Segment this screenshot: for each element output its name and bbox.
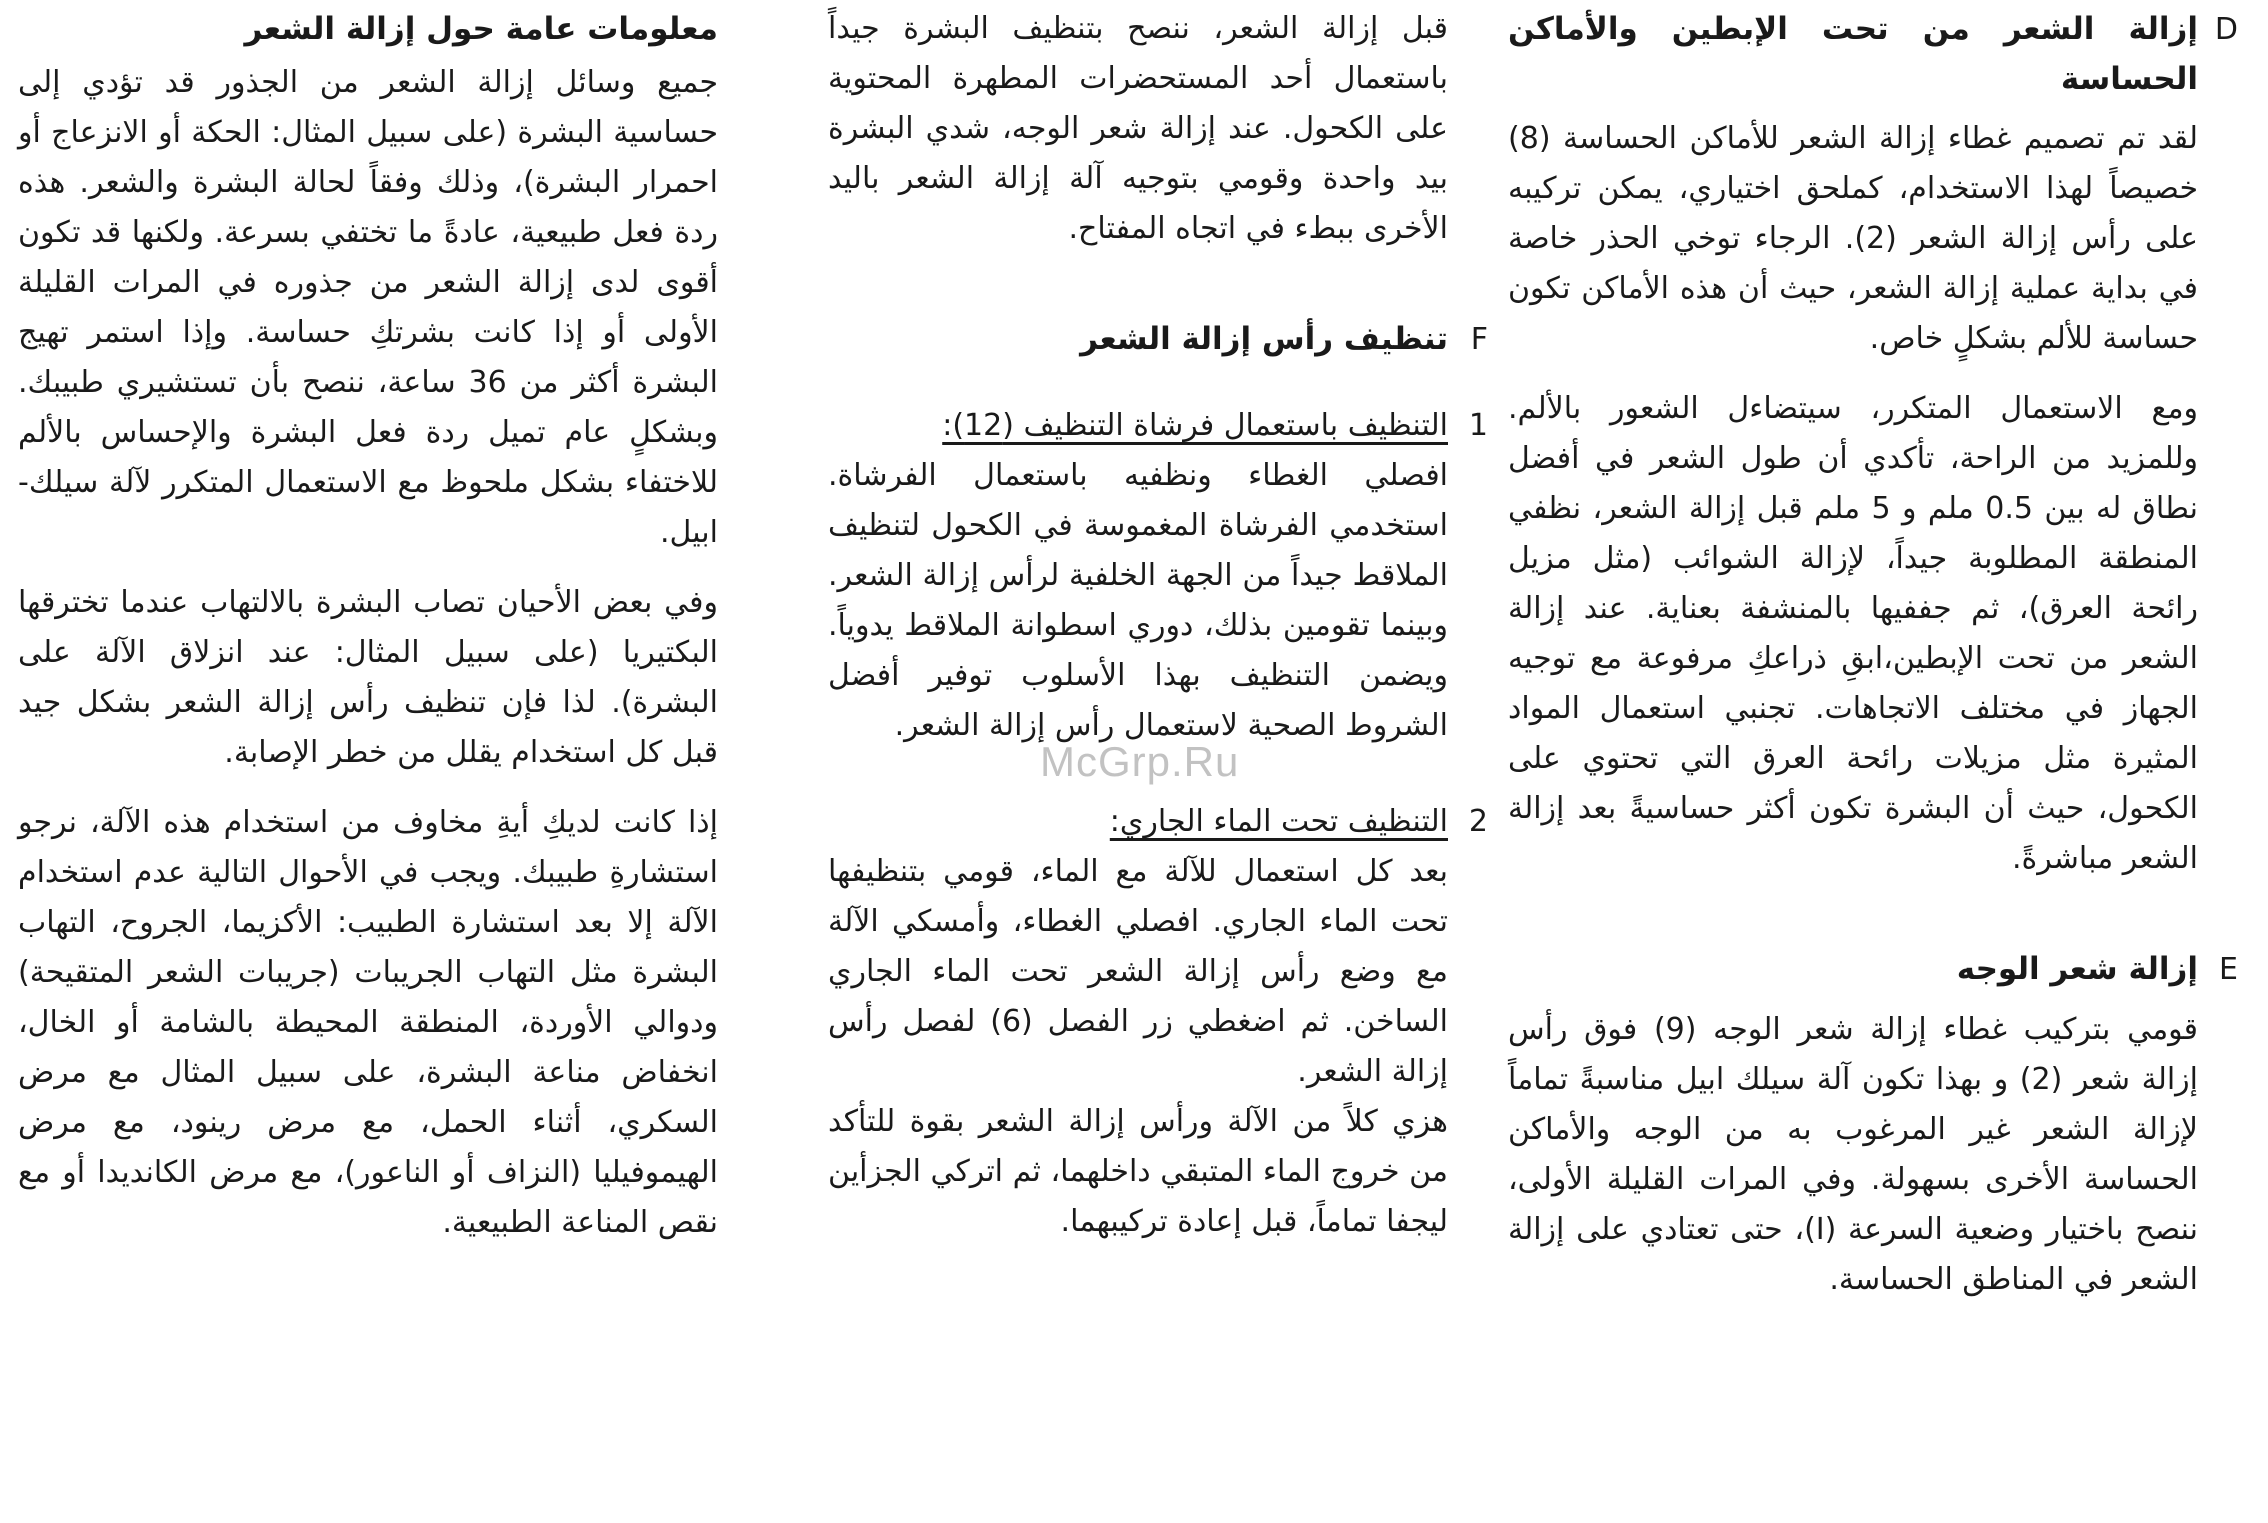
cleaning-step-2-number: 2 (1468, 804, 1488, 839)
general-info-paragraph-1: جميع وسائل إزالة الشعر من الجذور قد تؤدي إلى حساسية البشرة (على سبيل المثال: الحكة أو الانزعاج أو احمرار البشرة)، وذلك وفقاً لحالة البشرة والشعر. هذه ردة فعل طبيعية، عادةً ما تختفي بسرعة. ولكنها قد تكون أقوى لدى إزالة الشعر من جذوره في المرات القليلة الأولى أو إذا كانت بشرتكِ حساسة. وإذا استمر تهيج البشرة أكثر من 36 ساعة، ننصح بأن تستشيري طبيبك. وبشكلٍ عام تميل ردة فعل البشرة والإحساس بالألم للاختفاء بشكل ملحوظ مع الاستعمال المتكرر لآلة سيلك-ابيل. (18, 65, 718, 550)
cleaning-step-1-title: التنظيف باستعمال فرشاة التنظيف (12): (942, 408, 1448, 443)
general-info-paragraph-2: وفي بعض الأحيان تصاب البشرة بالالتهاب عندما تخترقها البكتيريا (على سبيل المثال: عند انزلاق الآلة على البشرة). لذا فإن تنظيف رأس إزالة الشعر بشكل جيد قبل كل استخدام يقلل من خطر الإصابة. (18, 585, 718, 770)
column-middle (828, 4, 1488, 1267)
section-e-marker: E (2219, 952, 2238, 987)
section-d-paragraph-1: لقد تم تصميم غطاء إزالة الشعر للأماكن الحساسة (8) خصيصاً لهذا الاستخدام، كملحق اختياري، يمكن تركيبه على رأس إزالة الشعر (2). الرجاء توخي الحذر خاصة في بداية عملية إزالة الشعر، حيث أن هذه الأماكن تكون حساسة للألم بشكلٍ خاص. (1508, 121, 2199, 356)
cleaning-step-2-title: التنظيف تحت الماء الجاري: (1109, 804, 1448, 839)
column-right (1508, 4, 2238, 1325)
cleaning-step-2 (828, 797, 1488, 847)
section-e-heading (1508, 944, 2238, 995)
section-e-paragraph-2: قبل إزالة الشعر، ننصح بتنظيف البشرة جيداً باستعمال أحد المستحضرات المطهرة المحتوية على الكحول. عند إزالة شعر الوجه، شدي البشرة بيد واحدة وقومي بتوجيه آلة إزالة الشعر باليد الأخرى ببطء في اتجاه المفتاح. (828, 11, 1448, 246)
watermark: McGrp.Ru (1040, 738, 1240, 785)
cleaning-step-2-text-2: هزي كلاً من الآلة ورأس إزالة الشعر بقوة للتأكد من خروج الماء المتبقي داخلهما، ثم اتركي الجزأين ليجفا تماماً، قبل إعادة تركيبهما. (828, 1104, 1448, 1239)
section-f-marker: F (1470, 322, 1488, 357)
cleaning-step-1 (828, 401, 1488, 451)
section-d-paragraph-2: ومع الاستعمال المتكرر، سيتضاءل الشعور بالألم. وللمزيد من الراحة، تأكدي أن طول الشعر في أفضل نطاق له بين 0.5 ملم و 5 ملم قبل إزالة الشعر، نظفي المنطقة المطلوبة جيداً، لإزالة الشوائب (مثل مزيل رائحة العرق)، ثم جففيها بالمنشفة بعناية. عند إزالة الشعر من تحت الإبطين،ابقِ ذراعكِ مرفوعة مع توجيه الجهاز في مختلف الاتجاهات. تجنبي استعمال المواد المثيرة مثل مزيلات رائحة العرق التي تحتوي على الكحول، حيث أن البشرة تكون أكثر حساسيةً بعد إزالة الشعر مباشرةً. (1508, 391, 2199, 876)
section-f-title: تنظيف رأس إزالة الشعر (1080, 321, 1448, 357)
general-info-paragraph-3: إذا كانت لديكِ أيةِ مخاوف من استخدام هذه الآلة، نرجو استشارةِ طبيبك. ويجب في الأحوال التالية عدم استخدام الآلة إلا بعد استشارة الطبيب: الأكزيما، الجروح، التهاب البشرة مثل التهاب الجريبات (جريبات الشعر المتقيحة) ودوالي الأوردة، المنطقة المحيطة بالشامة أو الخال، انخفاض مناعة البشرة، على سبيل المثال مع مرض السكري، أثناء الحمل، مع مرض رينود، مع مرض الهيموفيليا (النزاف أو الناعور)، مع مرض الكانديدا أو مع نقص المناعة الطبيعية. (18, 805, 718, 1240)
column-left (18, 4, 718, 1268)
section-d-heading (1508, 4, 2238, 104)
section-e-paragraph-1: قومي بتركيب غطاء إزالة شعر الوجه (9) فوق رأس إزالة شعر (2) و بهذا تكون آلة سيلك ابيل مناسبةً تماماً لإزالة الشعر غير المرغوب به من الوجه والأماكن الحساسة الأخرى بسهولة. وفي المرات القليلة الأولى، ننصح باختيار وضعية السرعة (I)، حتى تعتادي على إزالة الشعر في المناطق الحساسة. (1508, 1012, 2198, 1297)
section-d-title: إزالة الشعر من تحت الإبطين والأماكن الحساسة (1508, 11, 2198, 97)
cleaning-step-1-number: 1 (1468, 408, 1488, 443)
section-d-marker: D (2214, 12, 2238, 47)
section-e-title: إزالة شعر الوجه (1956, 951, 2198, 987)
general-info-title: معلومات عامة حول إزالة الشعر (244, 11, 718, 47)
cleaning-step-2-text-1: بعد كل استعمال للآلة مع الماء، قومي بتنظيفها تحت الماء الجاري. افصلي الغطاء، وأمسكي الآلة مع وضع رأس إزالة الشعر تحت الماء الجاري الساخن. ثم اضغطي زر الفصل (6) لفصل رأس إزالة الشعر. (828, 854, 1448, 1089)
section-f-heading (828, 314, 1488, 365)
cleaning-step-1-text: افصلي الغطاء ونظفيه باستعمال الفرشاة. استخدمي الفرشاة المغموسة في الكحول لتنظيف الملاقط جيداً من الجهة الخلفية لرأس إزالة الشعر. وبينما تقومين بذلك، دوري اسطوانة الملاقط يدوياً. ويضمن التنظيف بهذا الأسلوب توفير أفضل الشروط الصحية لاستعمال رأس إزالة الشعر. (828, 458, 1448, 743)
